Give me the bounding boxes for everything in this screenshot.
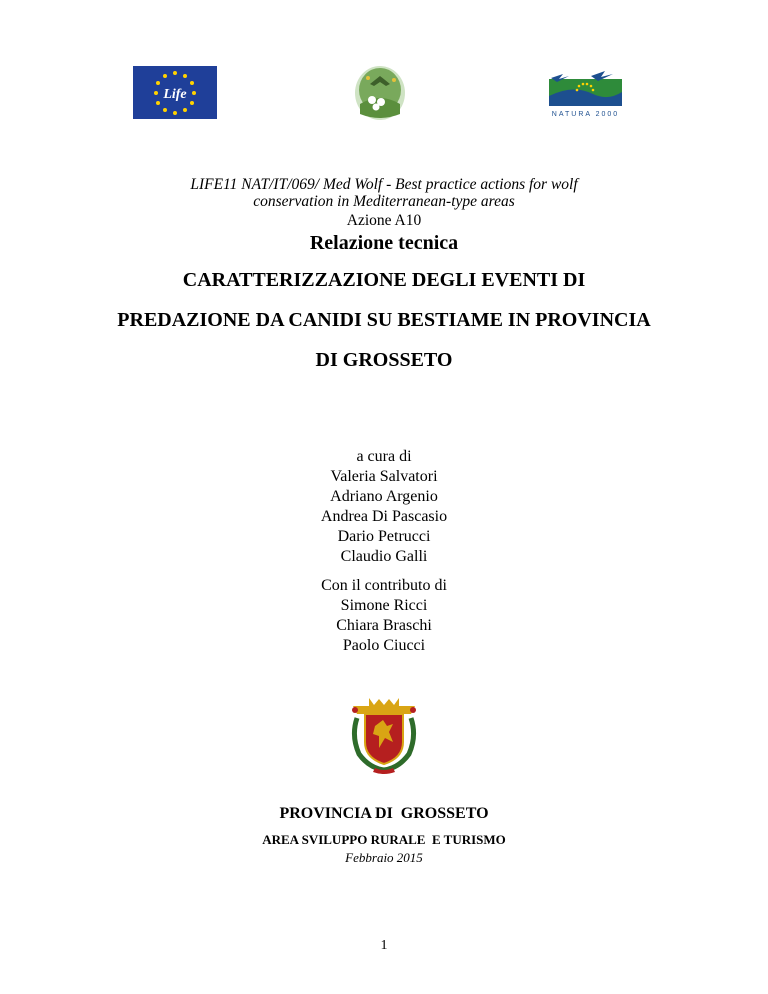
contributor-name: Simone Ricci [340,597,428,614]
author-name: Valeria Salvatori [330,468,438,485]
authors-block [0,447,768,567]
contributors-intro: Con il contributo di [321,577,447,594]
title-line-3: DI GROSSETO [315,349,453,371]
report-type: Relazione tecnica [309,232,459,254]
author-name: Andrea Di Pascasio [320,508,448,525]
natura-2000-logo [543,66,628,118]
author-name: Dario Petrucci [337,528,431,545]
author-name: Adriano Argenio [330,488,438,505]
project-line-1: LIFE11 NAT/IT/069/ Med Wolf - Best practice actions for wolf [190,176,578,193]
author-name: Claudio Galli [340,548,428,565]
province-name: PROVINCIA DI GROSSETO [279,805,489,822]
title-line-1: CARATTERIZZAZIONE DEGLI EVENTI DI [182,269,586,291]
province-coat-of-arms [349,696,419,774]
contributor-name: Chiara Braschi [336,617,432,634]
life-logo-text: Life [163,87,187,102]
contributor-name: Paolo Ciucci [342,637,426,654]
contributors-block [0,576,768,656]
project-line-2: conservation in Mediterranean-type areas [253,193,515,210]
natura-logo-text: NATURA 2000 [551,111,620,118]
medwolf-project-logo [350,62,410,122]
project-reference [0,176,768,210]
title-line-2: PREDAZIONE DA CANIDI SU BESTIAME IN PROVINCIA [117,309,651,331]
eu-life-logo [133,66,217,119]
authors-intro: a cura di [356,448,412,465]
publication-date: Febbraio 2015 [345,850,423,865]
department-name: AREA SVILUPPO RURALE E TURISMO [262,832,506,847]
document-title [0,260,768,380]
action-code: Azione A10 [346,212,422,229]
page-number: 1 [380,938,388,953]
